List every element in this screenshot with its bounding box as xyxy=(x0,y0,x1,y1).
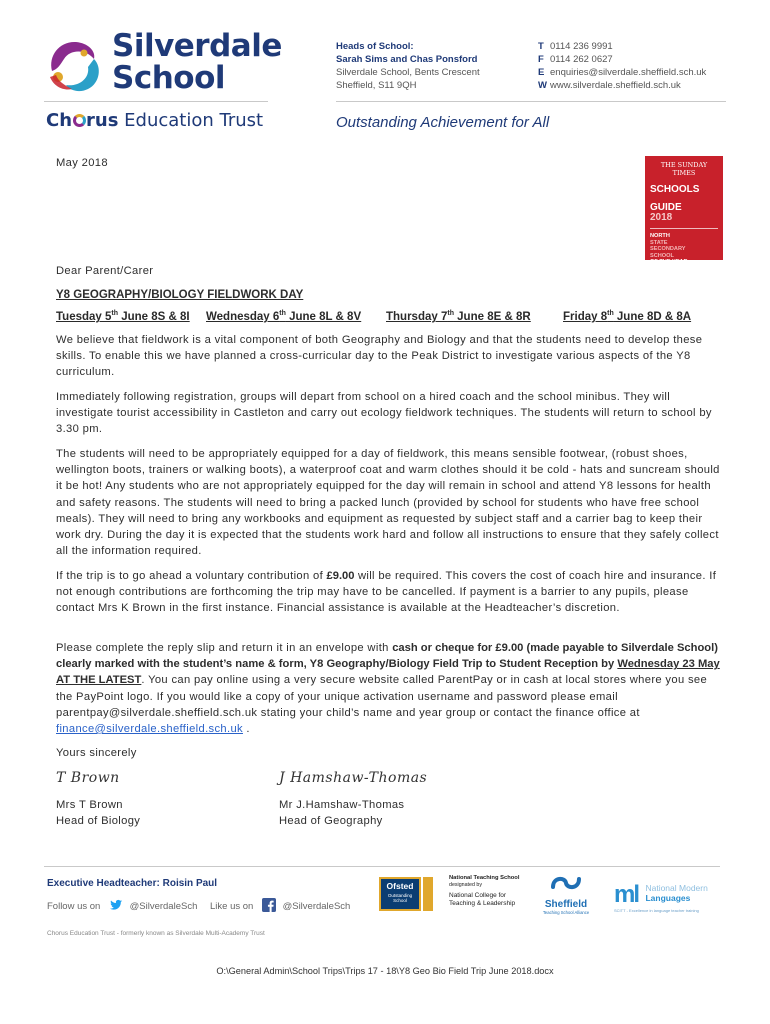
nml-scitt-logo: ml National Modern Languages SCITT - Excellence in language teacher training xyxy=(614,881,708,913)
ofsted-logo: Ofsted Outstanding School xyxy=(379,877,421,911)
signatory-biology: Mrs T Brown Head of Biology xyxy=(56,799,141,828)
sheffield-swirl-icon xyxy=(549,873,583,893)
paragraph-contribution: If the trip is to go ahead a voluntary contribution of £9.00 will be required. This covers the cost of coach hire and insurance. If not enough contributions are forthcoming the trip may have to be cancelled. If payment is a barrier to any pupils, please contact Mrs K Brown in the first instance. Financial assistance is available at the Headteacher’s discretion. xyxy=(56,570,717,615)
closing: Yours sincerely xyxy=(56,747,137,759)
sunday-times-badge: THE SUNDAY TIMES SCHOOLS GUIDE 2018 NORTH STATE SECONDARY SCHOOL OF THE YEAR xyxy=(645,156,723,260)
national-teaching-school-logo: National Teaching School designated by National College for Teaching & Leadership xyxy=(449,875,520,907)
trip-date-wednesday: Wednesday 6th June 8L & 8V xyxy=(206,310,362,323)
school-name: Silverdale School xyxy=(112,28,282,96)
signature-geography: J Hamshaw-Thomas xyxy=(279,770,428,786)
signatory-geography: Mr J.Hamshaw-Thomas Head of Geography xyxy=(279,799,405,828)
tagline-divider xyxy=(336,101,726,102)
contact-details: T 0114 236 9991 F 0114 262 0627 E enquiries@silverdale.sheffield.sch.uk W www.silverdale.sheffield.sch.uk xyxy=(538,41,707,91)
header-divider xyxy=(44,101,268,102)
document-file-path: O:\General Admin\School Trips\Trips 17 - 18\Y8 Geo Bio Field Trip June 2018.docx xyxy=(216,966,554,976)
facebook-handle[interactable]: @SilverdaleSch xyxy=(282,901,351,912)
paragraph-purpose: We believe that fieldwork is a vital component of both Geography and Biology and that the students need to develop these skills. To enable this we have planned a cross-curricular day to the Peak District to investigate various aspects of the Y8 curriculum. xyxy=(56,334,703,379)
executive-headteacher: Executive Headteacher: Roisin Paul xyxy=(47,878,218,889)
trust-note: Chorus Education Trust - formerly known as Silverdale Multi-Academy Trust xyxy=(47,930,265,937)
ofsted-stripe xyxy=(423,877,433,911)
paragraph-payment: Please complete the reply slip and return it in an envelope with cash or cheque for £9.00 (made payable to Silverdale School) clearly marked with the student’s name & form, Y8 Geography/Biology Field Trip to Student Reception by Wednesday 23 May AT THE LATEST. You can pay online using a very secure website called ParentPay or in cash at local stores where you see the PayPoint logo. If you would like a copy of your unique activation username and password please email parentpay@silverdale.sheffield.sch.uk stating your child’s name and year group or contact the finance office at finance@silverdale.sheffield.sch.uk . xyxy=(56,642,720,736)
twitter-icon[interactable] xyxy=(109,898,123,912)
tagline: Outstanding Achievement for All xyxy=(336,114,550,131)
finance-email-link[interactable]: finance@silverdale.sheffield.sch.uk xyxy=(56,723,243,736)
sheffield-tsa-logo: Sheffield Teaching School Alliance xyxy=(540,873,592,915)
letter-subject: Y8 GEOGRAPHY/BIOLOGY FIELDWORK DAY xyxy=(56,289,304,301)
paragraph-itinerary: Immediately following registration, groups will depart from school on a hired coach and the school minibus. They will investigate tourist accessibility in Castleton and carry out ecology fieldwork techniques. The students will return to school by 3.30 pm. xyxy=(56,391,712,436)
greeting: Dear Parent/Carer xyxy=(56,265,154,277)
chorus-ring-icon xyxy=(73,114,86,127)
trip-date-thursday: Thursday 7th June 8E & 8R xyxy=(386,310,531,323)
trust-name: Ch rus Education Trust xyxy=(46,110,264,131)
trip-date-friday: Friday 8th June 8D & 8A xyxy=(563,310,692,323)
paragraph-equipment: The students will need to be appropriately equipped for a day of fieldwork, this means sensible footwear, (robust shoes, wellington boots, trainers or walking boots), a waterproof coat and warm clothes should it be cold - hats and suncream should it be hot! Any students who are not appropriately equipped for the day will remain in school and attend Y8 lessons for health and safety reasons. The students will need to bring a packed lunch (provided by school for students who have free school meals). They will need to bring any workbooks and equipment as requested by subject staff and a carrier bag to keep their work dry. During the day it is expected that the students work hard and follow all instructions to ensure that they safely collect all the information required. xyxy=(56,448,720,558)
facebook-icon[interactable] xyxy=(262,898,276,912)
heads-of-school: Heads of School: Sarah Sims and Chas Ponsford Silverdale School, Bents Crescent Sheffield, S11 9QH xyxy=(336,41,480,91)
footer-divider xyxy=(44,866,720,867)
letter-date: May 2018 xyxy=(56,157,108,169)
signature-biology: T Brown xyxy=(56,770,120,786)
twitter-handle[interactable]: @SilverdaleSch xyxy=(129,901,198,912)
trip-date-tuesday: Tuesday 5th June 8S & 8I xyxy=(56,310,190,323)
school-logo-icon xyxy=(44,37,106,93)
social-links: Follow us on @SilverdaleSch Like us on @SilverdaleSch xyxy=(47,898,360,912)
